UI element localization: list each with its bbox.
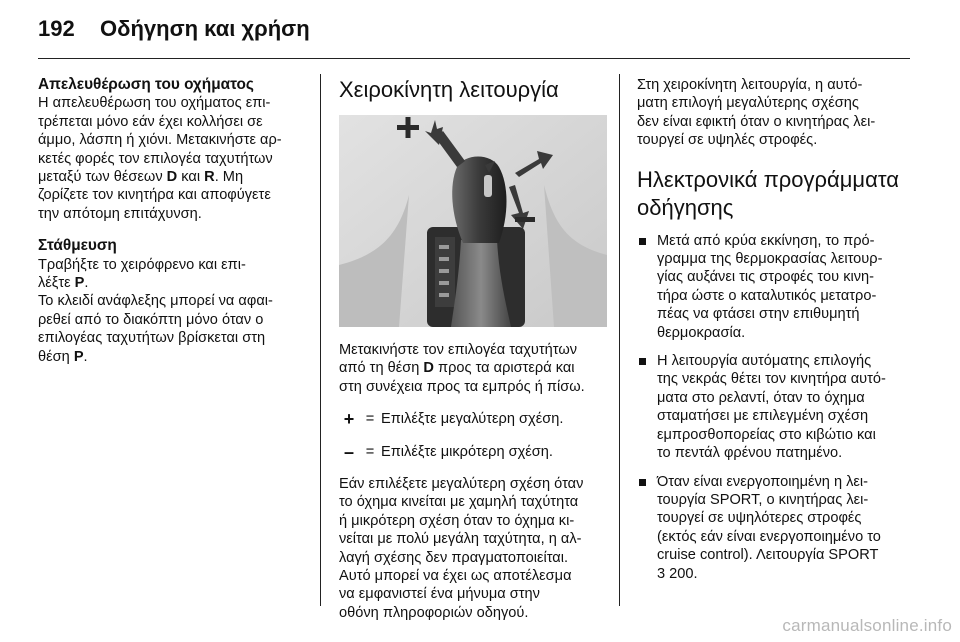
parking-paragraph: Τραβήξτε το χειρόφρενο και επι- λέξτε P. [38, 256, 246, 292]
page-reference[interactable]: 200. [665, 565, 698, 582]
column-right [637, 76, 911, 593]
page-reference-icon[interactable]: 3 [657, 565, 666, 582]
list-item: Όταν είναι ενεργοποιημένη η λει- τουργία SPORT, ο κινητήρας λει- τουργεί σε υψηλότερες στροφές (εκτός εάν είναι ενεργοποιημένο το cruise control). Λειτουργία SPORT 3 200. [637, 473, 911, 583]
header-rule [38, 58, 910, 59]
manual-mode-note: Στη χειροκίνητη λειτουργία, η αυτό- ματη επιλογή μεγαλύτερης σχέσης δεν είναι εφικτή όταν ο κινητήρας λει- τουργεί σε υψηλές στροφές. [637, 77, 876, 149]
minus-icon: – [343, 441, 354, 462]
bullet-icon [639, 479, 646, 486]
column-divider-1 [320, 74, 321, 606]
bullet-icon [639, 358, 646, 365]
key-paragraph: Το κλειδί ανάφλεξης μπορεί να αφαι- ρεθεί από το διακόπτη μόνο όταν ο επιλογέας ταχυτήτων βρίσκεται στη θέση P. [38, 293, 273, 365]
bullet-icon [639, 238, 646, 245]
column-middle [339, 76, 607, 622]
chapter-title: Οδήγηση και χρήση [100, 16, 310, 41]
column-divider-2 [619, 74, 620, 606]
section-title-release: Απελευθέρωση του οχήματος [38, 76, 254, 93]
section-title-manual-mode: Χειροκίνητη λειτουργία [339, 77, 559, 102]
gear-selector-figure [339, 115, 607, 327]
list-item: Η λειτουργία αυτόματης επιλογής της νεκράς θέτει τον κινητήρα αυτό- ματα στο ρελαντί, όταν το όχημα σταματήσει με επιλεγμένη σχέση εμπροσθοπορείας στο κιβώτιο και το πεντάλ φρένου πατημένο. [637, 352, 911, 462]
section-title-driving-programs: Ηλεκτρονικά προγράμματα οδήγησης [637, 166, 899, 220]
legend-plus: + = Επιλέξτε μεγαλύτερη σχέση. [339, 410, 607, 428]
page-number: 192 [38, 16, 75, 41]
column-left [38, 76, 304, 366]
release-paragraph: Η απελευθέρωση του οχήματος επι- τρέπεται μόνο εάν έχει κολλήσει σε άμμο, λάσπη ή χιόνι. Μετακινήστε αρ- κετές φορές τον επιλογέα ταχυτήτων μεταξύ των θέσεων D και R. Μη ζορίζετε τον κινητήρα και αποφύγετε την απότομη επιτάχυνση. [38, 95, 282, 222]
manual-mode-caption: Μετακινήστε τον επιλογέα ταχυτήτων από τη θέση D προς τα αριστερά και στη συνέχεια προς τα εμπρός ή πίσω. [339, 342, 585, 395]
watermark: carmanualsonline.info [782, 616, 952, 635]
driving-programs-list [637, 232, 911, 583]
gear-selector-illustration [339, 115, 607, 327]
list-item: Μετά από κρύα εκκίνηση, το πρό- γραμμα της θερμοκρασίας λειτουρ- γίας αυξάνει τις στροφές του κινη- τήρα ώστε ο καταλυτικός μετατρο- πέας να φτάσει στην επιθυμητή θερμοκρασία. [637, 232, 911, 342]
legend-minus: – = Επιλέξτε μικρότερη σχέση. [339, 443, 607, 461]
section-title-parking: Στάθμευση [38, 237, 117, 255]
plus-icon: + [343, 409, 355, 430]
shift-warning-paragraph: Εάν επιλέξετε μεγαλύτερη σχέση όταν το όχημα κινείται με χαμηλή ταχύτητα ή μικρότερη σχέση όταν το όχημα κι- νείται με πολύ μεγάλη ταχύτητα, η αλ- λαγή σχέσης δεν πραγματοποιείται. Αυτό μπορεί να έχει ως αποτέλεσμα να εμφανιστεί ένα μήνυμα στην οθόνη πληροφοριών οδηγού. [339, 476, 584, 621]
